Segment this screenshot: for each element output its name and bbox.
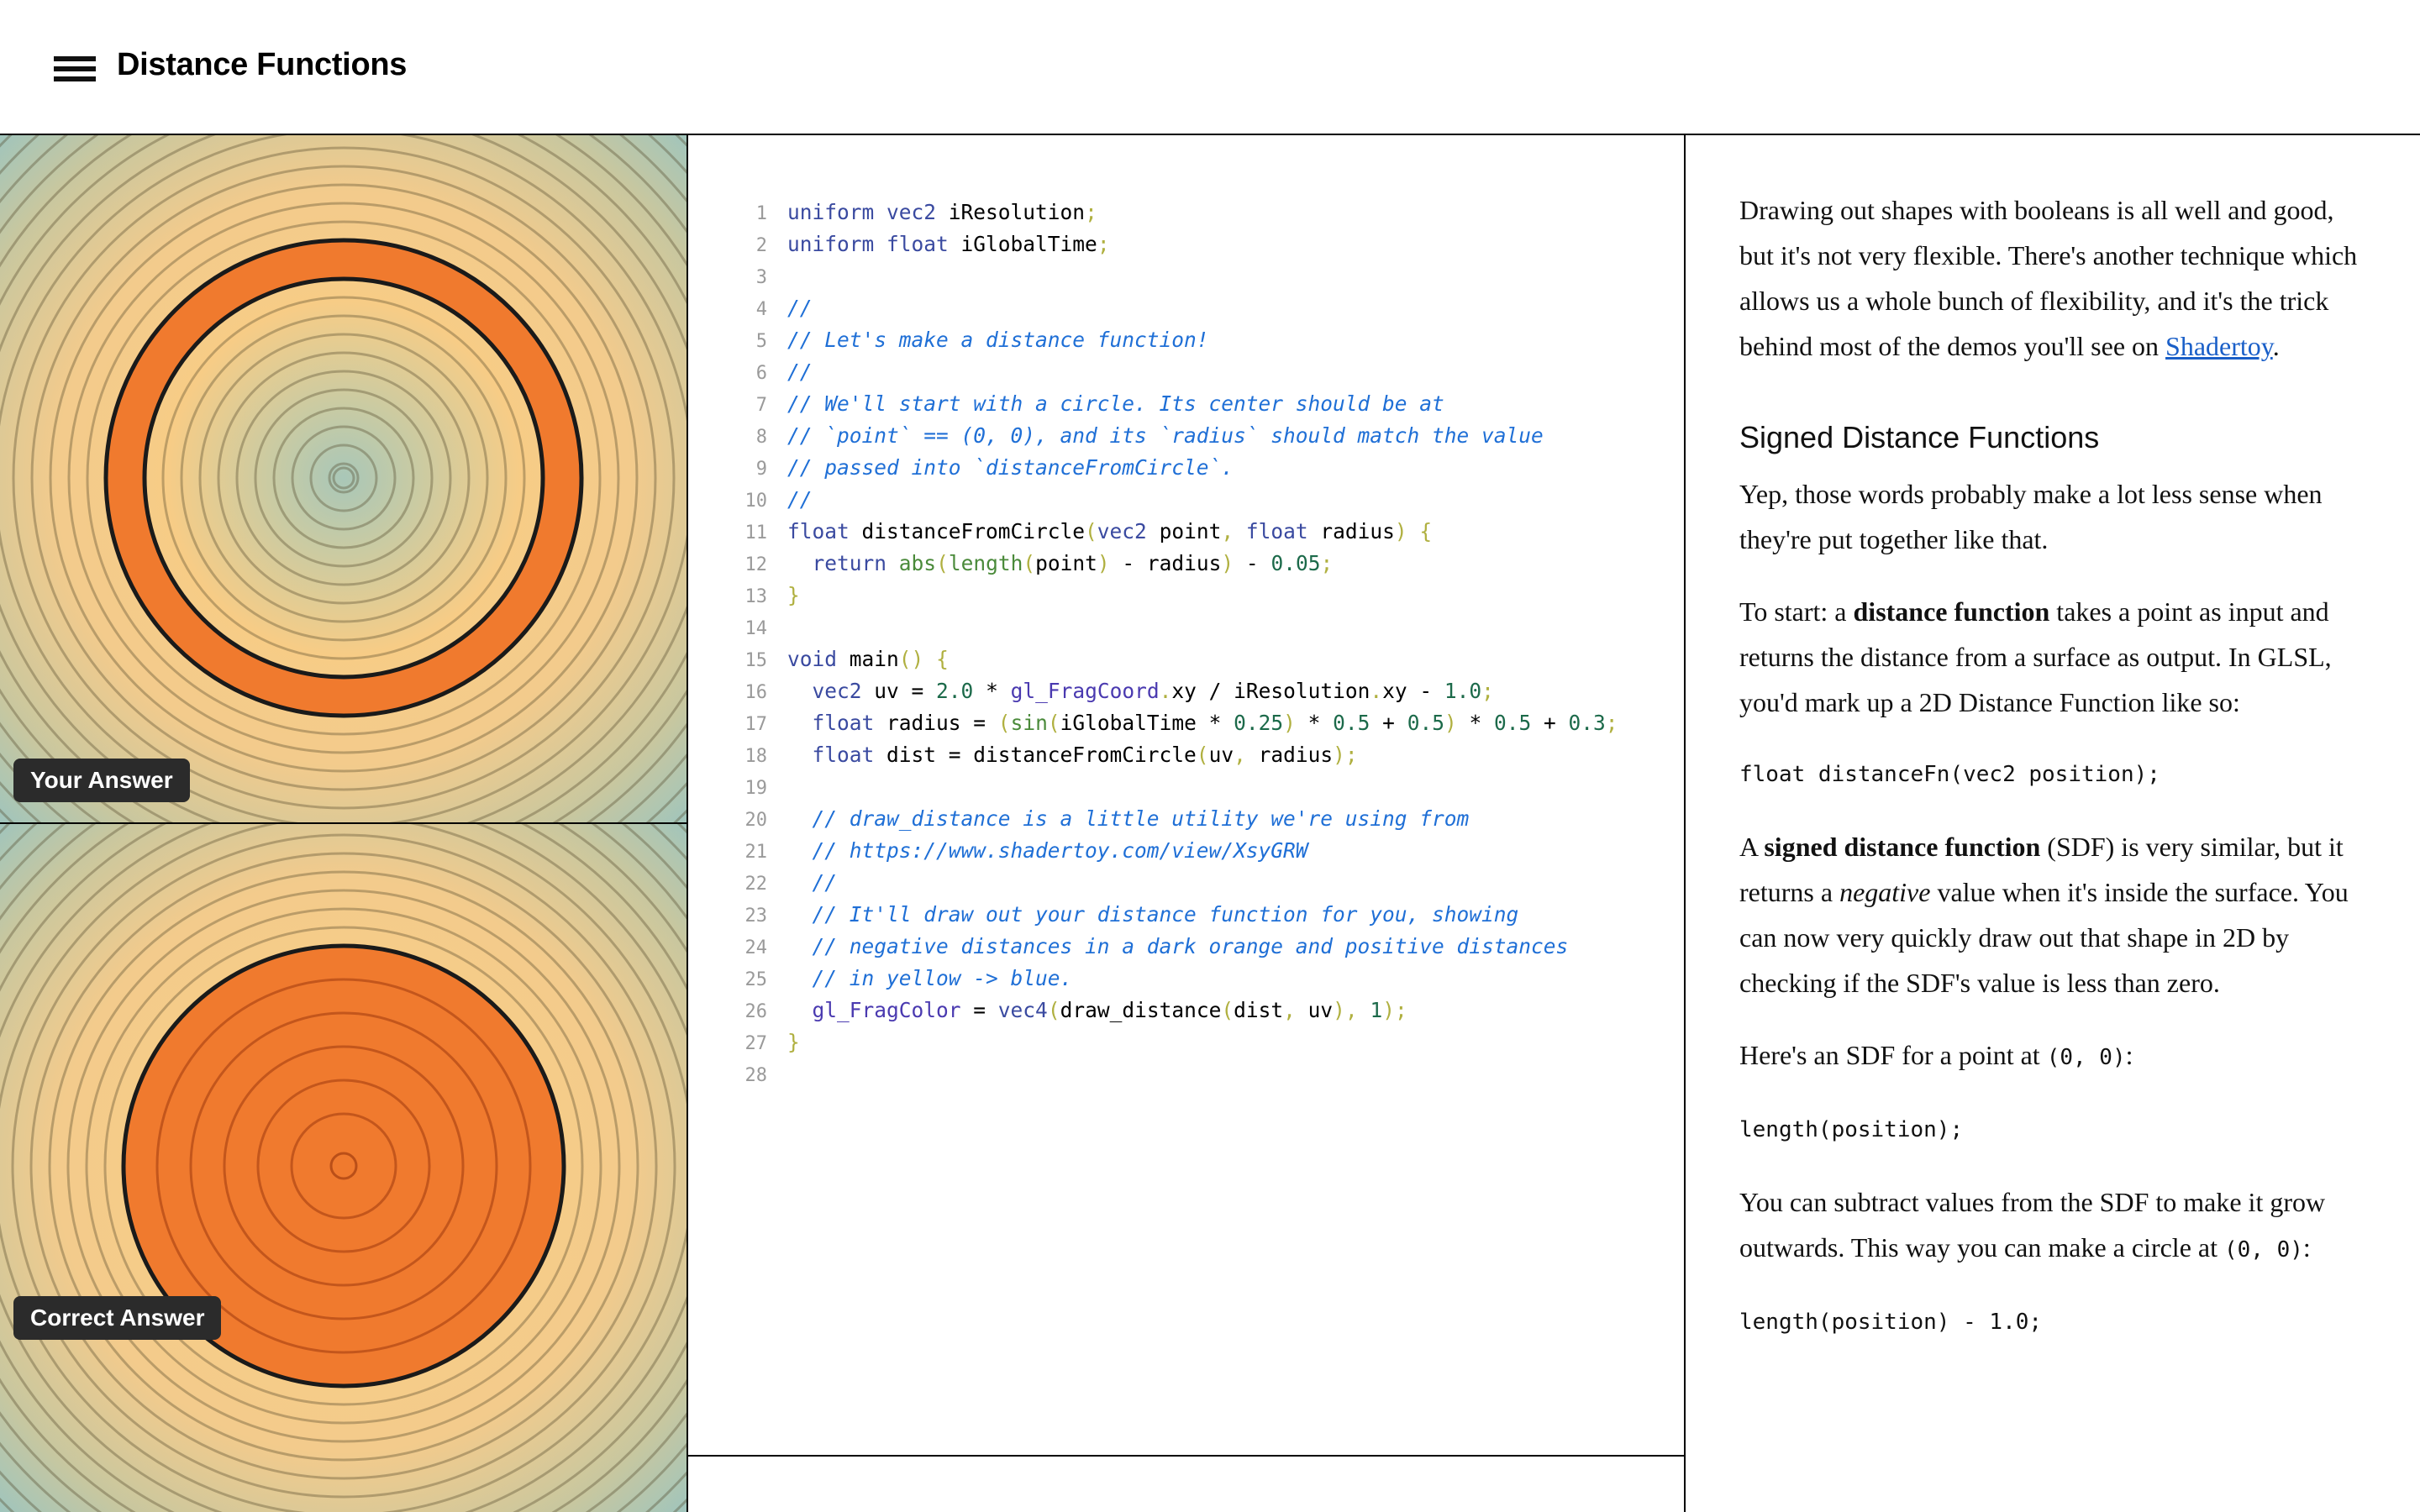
line-number: 21 <box>744 842 767 863</box>
code-text[interactable]: float distanceFromCircle(vec2 point, float radius) { <box>787 519 1433 543</box>
code-text[interactable]: uniform float iGlobalTime; <box>787 232 1110 256</box>
code-line[interactable] <box>688 771 1684 803</box>
emphasis: negative <box>1839 877 1931 907</box>
shadertoy-link[interactable]: Shadertoy <box>2165 331 2273 361</box>
code-line[interactable] <box>688 835 1684 867</box>
line-number: 14 <box>744 618 767 639</box>
code-line[interactable] <box>688 580 1684 612</box>
code-line[interactable] <box>688 739 1684 771</box>
code-line[interactable] <box>688 867 1684 899</box>
code-line[interactable] <box>688 420 1684 452</box>
bold-term: distance function <box>1853 596 2050 627</box>
line-number: 16 <box>744 682 767 703</box>
paragraph-3 <box>1739 824 2366 1005</box>
code-text[interactable]: } <box>787 583 800 607</box>
line-number: 1 <box>755 203 767 224</box>
code-line[interactable] <box>688 803 1684 835</box>
text: takes a point as input and returns the distance from a surface as output. In GLSL, you'd mark up a 2D Distance Function like so: <box>1739 596 2332 717</box>
line-number: 13 <box>744 586 767 607</box>
line-number: 18 <box>744 746 767 767</box>
code-text[interactable]: // Let's make a distance function! <box>787 328 1209 352</box>
code-line[interactable] <box>688 548 1684 580</box>
code-text[interactable]: void main() { <box>787 647 949 671</box>
code-text[interactable]: // `point` == (0, 0), and its `radius` should match the value <box>787 423 1544 448</box>
code-text[interactable]: // It'll draw out your distance function for you, showing <box>812 902 1519 927</box>
paragraph-4 <box>1739 1032 2366 1080</box>
paragraph-2 <box>1739 589 2366 725</box>
inline-code: (0, 0) <box>2223 1237 2303 1263</box>
lesson-text <box>1686 135 2420 1512</box>
bold-term: signed distance function <box>1764 832 2041 862</box>
code-snippet-3: length(position) - 1.0; <box>1739 1310 2043 1335</box>
hamburger-menu-icon[interactable] <box>54 54 96 84</box>
preview-column <box>0 135 688 1512</box>
text: : <box>2302 1232 2311 1263</box>
code-text[interactable]: // negative distances in a dark orange and positive distances <box>812 934 1569 958</box>
intro-text-end: . <box>2272 331 2280 361</box>
line-number: 20 <box>744 810 767 831</box>
code-text[interactable]: // <box>812 870 838 895</box>
menu-bar <box>54 66 96 71</box>
line-number: 28 <box>744 1065 767 1086</box>
line-number: 10 <box>744 491 767 512</box>
line-number: 12 <box>744 554 767 575</box>
code-text[interactable]: float radius = (sin(iGlobalTime * 0.25) * 0.5 + 0.5) * 0.5 + 0.3; <box>812 711 1618 735</box>
code-text[interactable]: // https://www.shadertoy.com/view/XsyGRW <box>812 838 1308 863</box>
text: : <box>2125 1040 2133 1070</box>
line-number: 24 <box>744 937 767 958</box>
line-number: 17 <box>744 714 767 735</box>
line-number: 11 <box>744 522 767 543</box>
code-line[interactable] <box>688 612 1684 643</box>
code-editor[interactable] <box>688 135 1686 1457</box>
correct-answer-canvas <box>0 824 688 1512</box>
text: To start: a <box>1739 596 1854 627</box>
line-number: 4 <box>755 299 767 320</box>
text: (SDF) is very similar, but it returns a <box>1739 832 2344 907</box>
editor-lower-panel <box>688 1457 1686 1512</box>
app-header <box>0 0 2420 135</box>
line-number: 2 <box>755 235 767 256</box>
your-answer-preview <box>0 135 688 824</box>
code-snippet-1: float distanceFn(vec2 position); <box>1739 762 2160 787</box>
line-number: 27 <box>744 1033 767 1054</box>
paragraph-1: Yep, those words probably make a lot less sense when they're put together like that. <box>1739 479 2323 554</box>
inline-code: (0, 0) <box>2046 1045 2126 1070</box>
text: You can subtract values from the SDF to make it grow outwards. This way you can make a circle at <box>1739 1187 2326 1263</box>
code-line[interactable] <box>688 675 1684 707</box>
code-text[interactable]: // passed into `distanceFromCircle`. <box>787 455 1234 480</box>
line-number: 26 <box>744 1001 767 1022</box>
text: Here's an SDF for a point at <box>1739 1040 2047 1070</box>
code-line[interactable] <box>688 228 1684 260</box>
code-line[interactable] <box>688 260 1684 292</box>
code-text[interactable]: return abs(length(point) - radius) - 0.05; <box>812 551 1334 575</box>
line-number: 23 <box>744 906 767 927</box>
code-line[interactable] <box>688 1026 1684 1058</box>
code-line[interactable] <box>688 963 1684 995</box>
text: value when it's inside the surface. You can now very quickly draw out that shape in 2D by checking if the SDF's value is less than zero. <box>1739 877 2349 998</box>
code-line[interactable] <box>688 643 1684 675</box>
line-number: 3 <box>755 267 767 288</box>
code-line[interactable] <box>688 356 1684 388</box>
code-line[interactable] <box>688 388 1684 420</box>
code-line[interactable] <box>688 995 1684 1026</box>
line-number: 9 <box>755 459 767 480</box>
code-text[interactable]: // <box>787 296 813 320</box>
line-number: 7 <box>755 395 767 416</box>
your-answer-canvas <box>0 135 688 824</box>
code-line[interactable] <box>688 452 1684 484</box>
code-text[interactable]: float dist = distanceFromCircle(uv, radius); <box>812 743 1358 767</box>
line-number: 15 <box>744 650 767 671</box>
line-number: 8 <box>755 427 767 448</box>
code-text[interactable]: // <box>787 487 813 512</box>
your-answer-label: Your Answer <box>13 759 190 802</box>
intro-paragraph <box>1739 187 2366 369</box>
code-line[interactable] <box>688 516 1684 548</box>
line-number: 25 <box>744 969 767 990</box>
code-text[interactable]: // in yellow -> blue. <box>812 966 1073 990</box>
code-line[interactable] <box>688 197 1684 228</box>
line-number: 6 <box>755 363 767 384</box>
page-title: Distance Functions <box>117 47 408 82</box>
intro-text: Drawing out shapes with booleans is all well and good, but it's not very flexible. There's another technique which allows us a whole bunch of flexibility, and it's the trick behind most of the demos you'll see on <box>1739 195 2358 361</box>
code-text[interactable]: // <box>787 360 813 384</box>
code-snippet-2: length(position); <box>1739 1117 1964 1142</box>
code-text[interactable]: // We'll start with a circle. Its center should be at <box>787 391 1444 416</box>
text: A <box>1739 832 1765 862</box>
code-line[interactable] <box>688 931 1684 963</box>
code-text[interactable]: // draw_distance is a little utility we're using from <box>812 806 1470 831</box>
paragraph-5 <box>1739 1179 2366 1273</box>
code-line[interactable] <box>688 484 1684 516</box>
code-text[interactable]: gl_FragColor = vec4(draw_distance(dist, uv), 1); <box>812 998 1407 1022</box>
line-number: 22 <box>744 874 767 895</box>
code-text[interactable]: } <box>787 1030 800 1054</box>
menu-bar <box>54 76 96 81</box>
code-line[interactable] <box>688 324 1684 356</box>
line-number: 19 <box>744 778 767 799</box>
code-lines[interactable] <box>688 197 1684 1090</box>
section-heading: Signed Distance Functions <box>1739 420 2100 454</box>
correct-answer-preview <box>0 824 688 1512</box>
correct-answer-label: Correct Answer <box>13 1296 221 1340</box>
code-line[interactable] <box>688 707 1684 739</box>
code-text[interactable]: vec2 uv = 2.0 * gl_FragCoord.xy / iResolution.xy - 1.0; <box>812 679 1494 703</box>
code-text[interactable]: uniform vec2 iResolution; <box>787 200 1097 224</box>
code-line[interactable] <box>688 899 1684 931</box>
code-line[interactable] <box>688 292 1684 324</box>
menu-bar <box>54 56 96 61</box>
line-number: 5 <box>755 331 767 352</box>
code-line[interactable] <box>688 1058 1684 1090</box>
